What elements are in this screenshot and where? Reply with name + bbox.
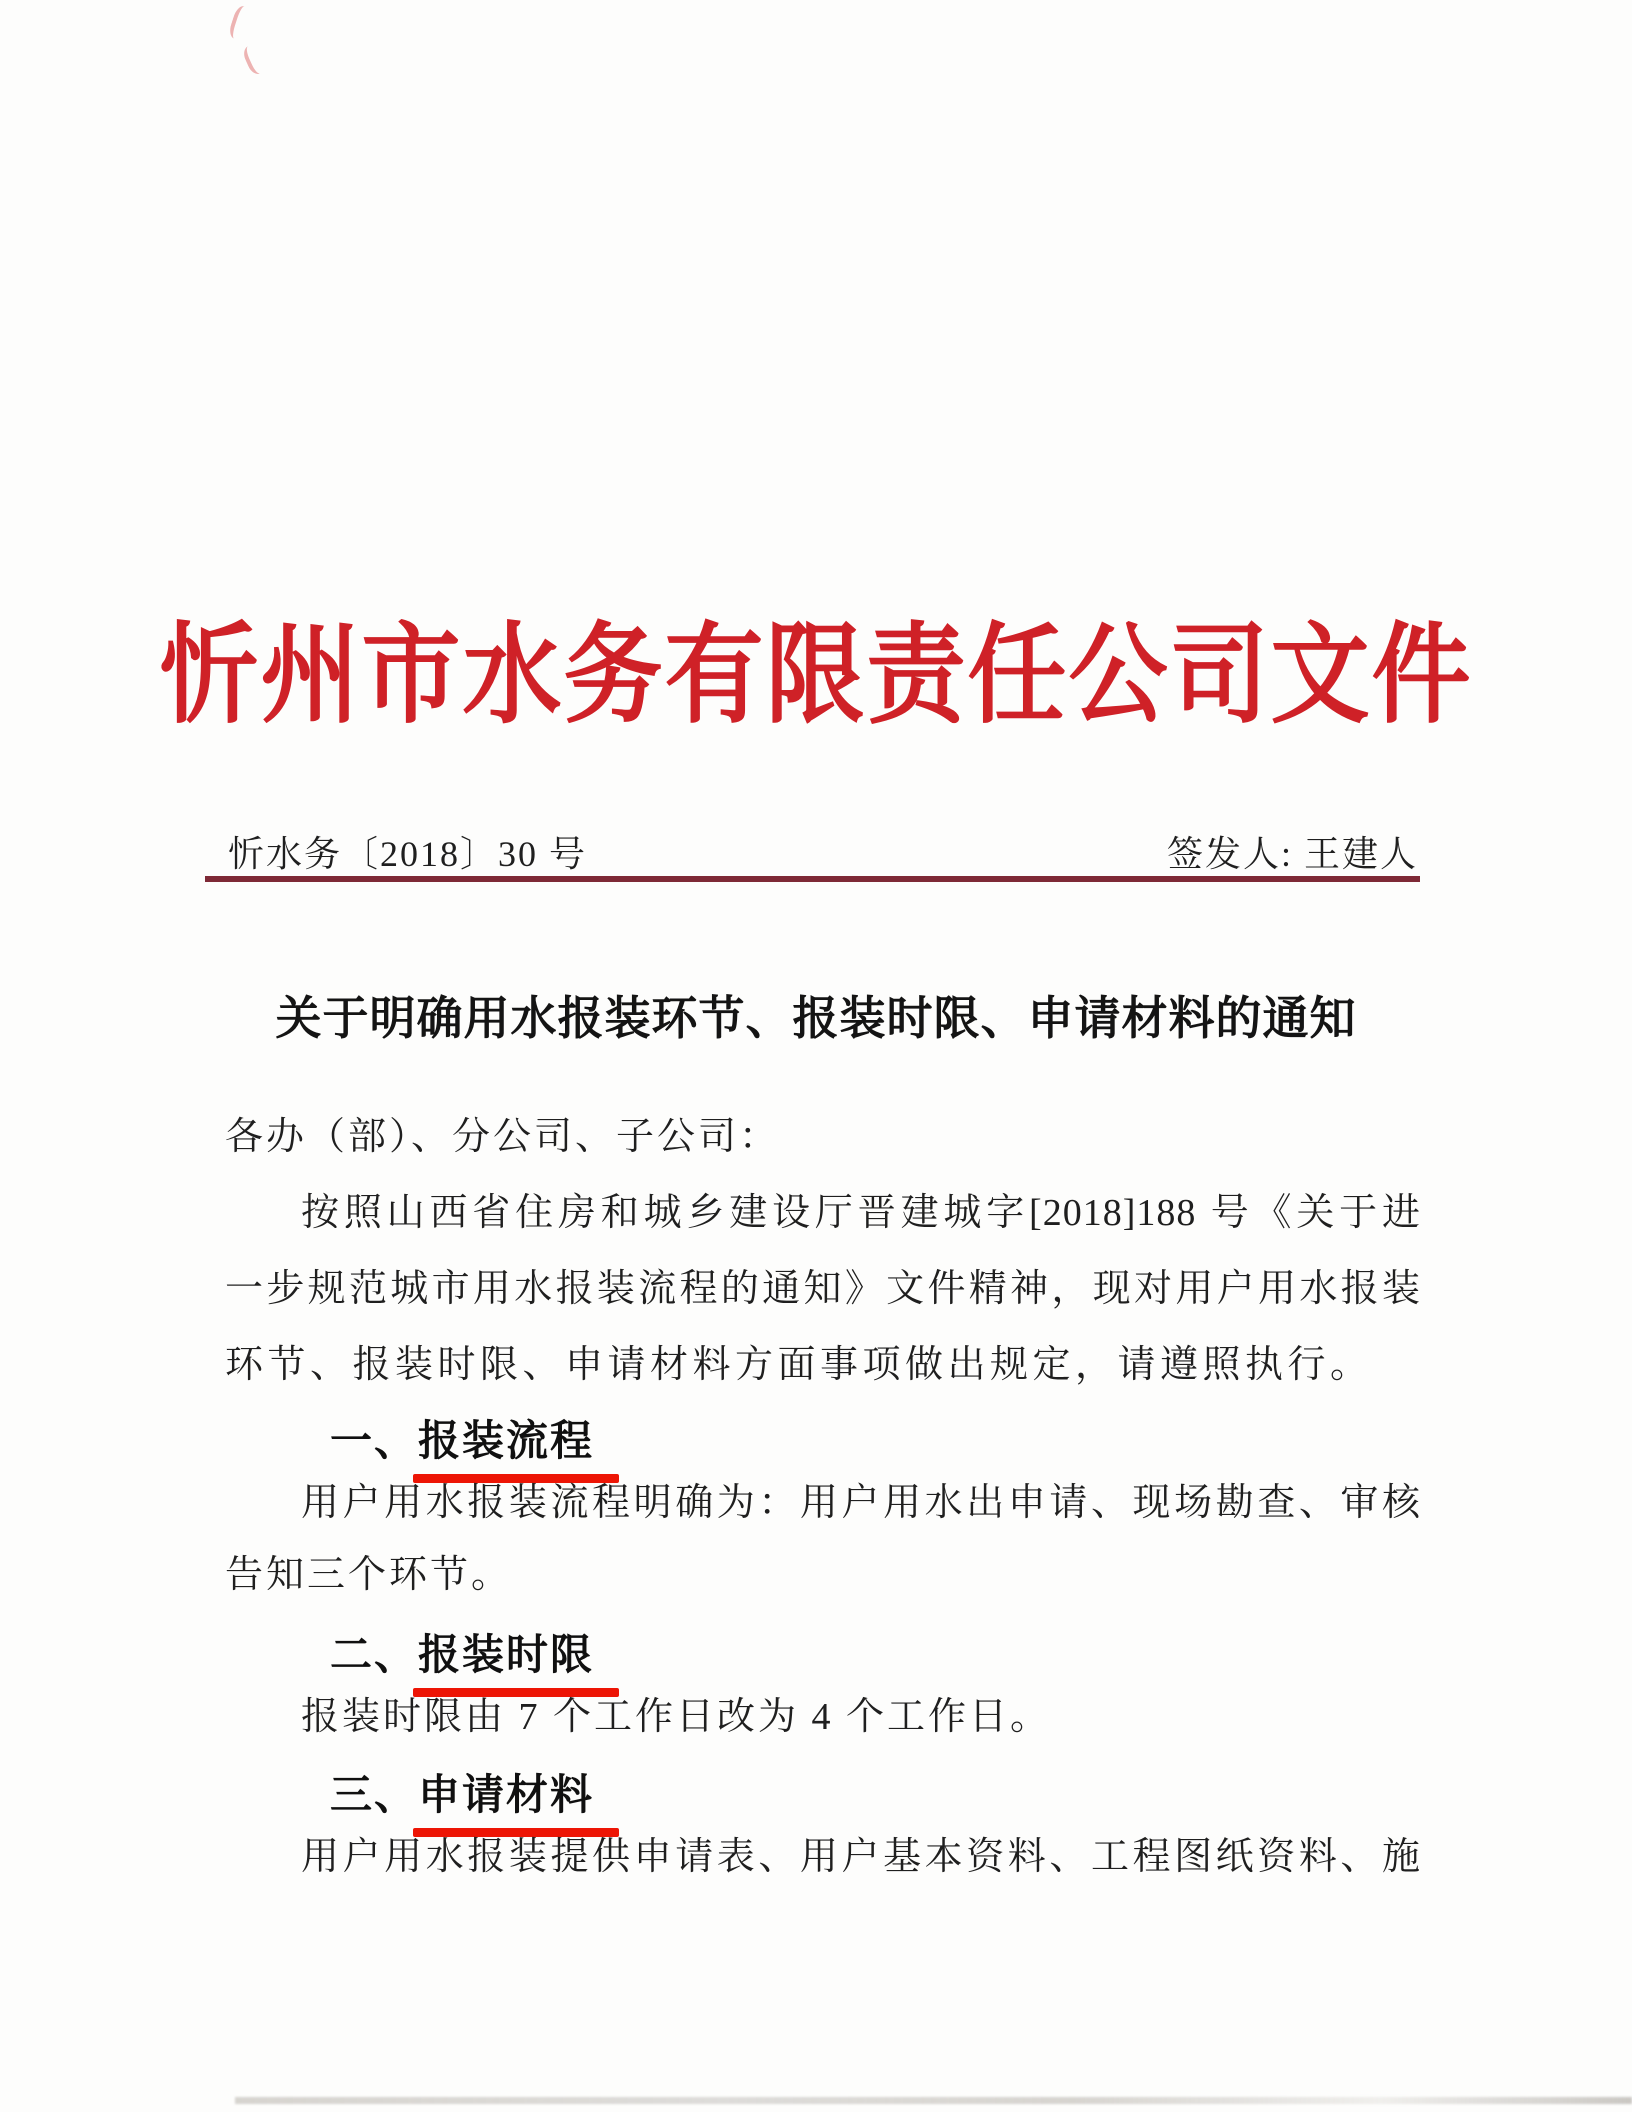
heading-term: 报装时限 (418, 1633, 595, 1679)
red-pen-mark (241, 41, 271, 77)
heading-term: 申请材料 (418, 1773, 595, 1819)
paragraph-line: 用户用水报装提供申请表、用户基本资料、工程图纸资料、施 (301, 1836, 1421, 1878)
doc-info-row (228, 826, 1418, 877)
heading-number: 三、 (330, 1773, 419, 1819)
paragraph-line: 用户用水报装流程明确为：用户用水出申请、现场勘查、审核 (301, 1482, 1421, 1524)
paragraph-line: 环节、报装时限、申请材料方面事项做出规定，请遵照执行。 (225, 1344, 1373, 1386)
masthead-org-title: 忻州市水务有限责任公司文件 (159, 616, 1473, 737)
heading-term: 报装流程 (418, 1419, 595, 1465)
issuer: 签发人: 王建人 (1166, 834, 1418, 874)
paragraph-line: 告知三个环节。 (225, 1554, 513, 1596)
red-pen-mark (227, 4, 255, 42)
heading-number: 一、 (330, 1419, 419, 1465)
salutation: 各办（部）、分公司、子公司： (225, 1116, 781, 1158)
scan-edge-artifact (235, 2097, 1632, 2104)
section-heading-1 (330, 1408, 594, 1468)
paragraph-line: 一步规范城市用水报装流程的通知》文件精神，现对用户用水报装 (225, 1268, 1421, 1310)
red-separator-rule (205, 876, 1420, 882)
paragraph-line: 按照山西省住房和城乡建设厅晋建城字[2018]188 号《关于进 (301, 1192, 1421, 1234)
notice-title: 关于明确用水报装环节、报装时限、申请材料的通知 (275, 993, 1357, 1044)
section-heading-3 (330, 1762, 594, 1822)
doc-number: 忻水务〔2018〕30 号 (228, 834, 588, 874)
heading-number: 二、 (330, 1633, 419, 1679)
section-heading-2 (330, 1622, 594, 1682)
paragraph-line: 报装时限由 7 个工作日改为 4 个工作日。 (301, 1696, 1052, 1738)
